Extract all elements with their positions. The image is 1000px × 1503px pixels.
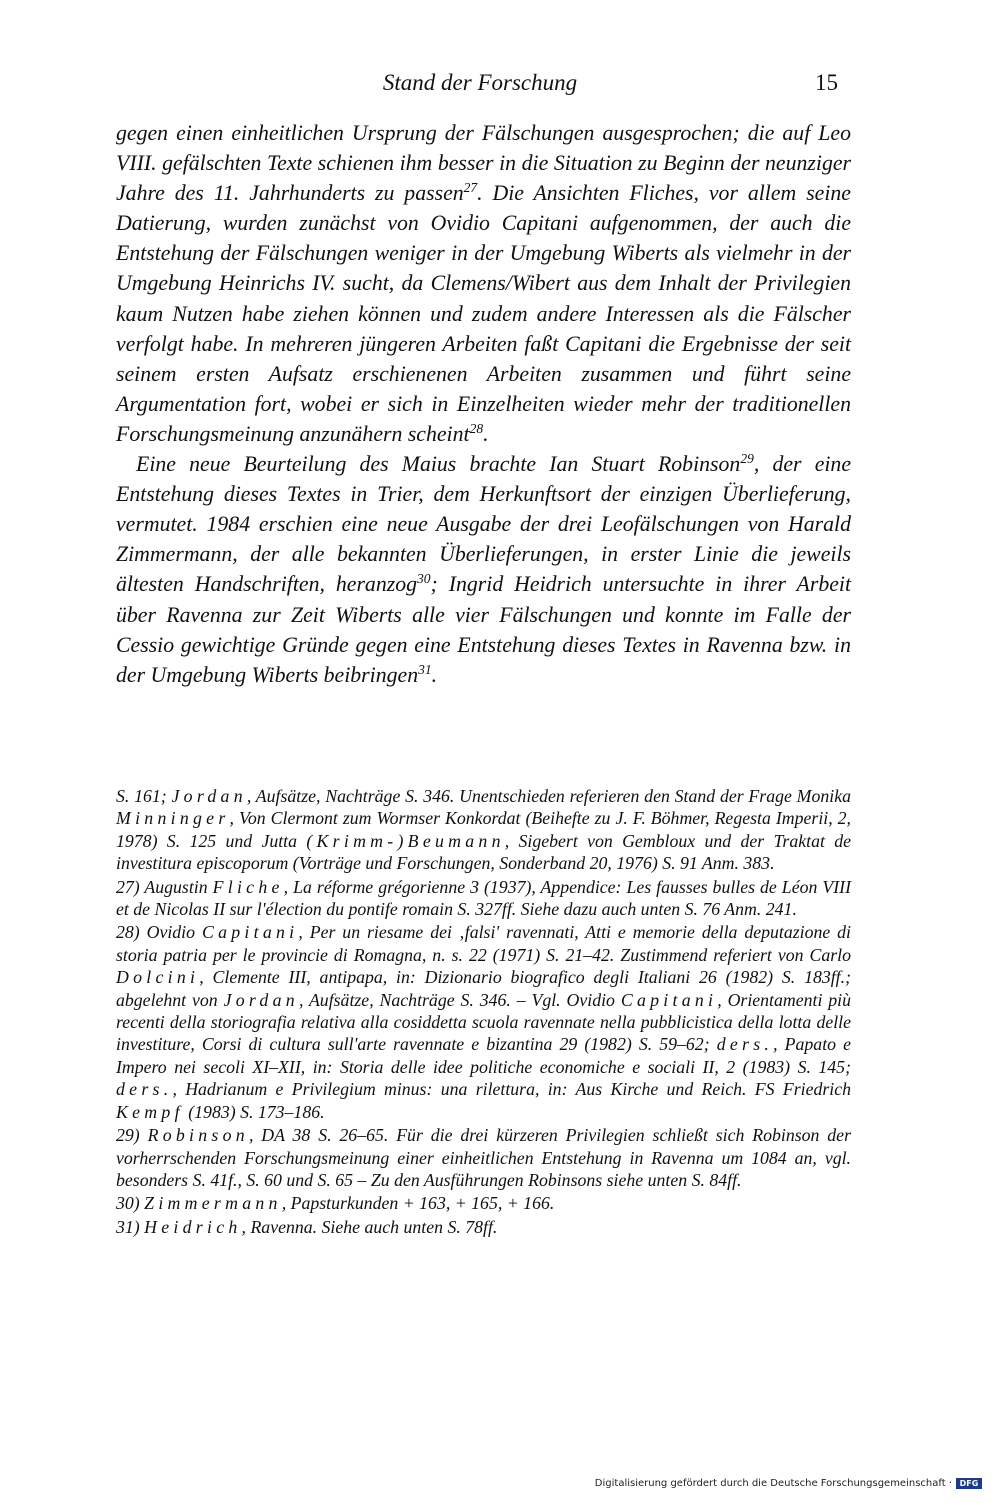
footnote-29: 29) Robinson, DA 38 S. 26–65. Für die drei kürzeren Privilegien schließt sich Robinson der vorherrschenden Forschungsmeinung einer einheitlichen Entstehung in Ravenna um 1084 an, vgl. besonders S. 41f., S. 60 und S. 65 – Zu den Ausführungen Robinsons siehe unten S. 84ff.: [116, 1125, 851, 1190]
digitization-footer: [595, 1478, 982, 1489]
paragraph-1: gegen einen einheitlichen Ursprung der Fälschungen ausgesprochen; die auf Leo VIII. gefälschten Texte schienen ihm besser in die Situation zu Beginn der neunziger Jahre des 11. Jahrhunderts zu passen$^{27}$. Die Ansichten Fliches, vor allem seine Datierung, wurden zunächst von Ovidio Capitani aufgenommen, der auch die Entstehung der Fälschungen weniger in der Umgebung Wiberts als vielmehr in der Umgebung Heinrichs IV. sucht, da Clemens/Wibert aus dem Inhalt der Privilegien kaum Nutzen habe ziehen können und zudem andere Interessen als die Fälscher verfolgt habe. In mehreren jüngeren Arbeiten faßt Capitani die Ergebnisse der seit seinem ersten Aufsatz erschienenen Arbeiten zusammen und führt seine Argumentation fort, wobei er sich in Einzelheiten wieder mehr der traditionellen Forschungsmeinung anzunähern scheint$^{28}$.: [116, 121, 851, 446]
footer-text: Digitalisierung gefördert durch die Deutsche Forschungsgemeinschaft ·: [594, 1478, 952, 1489]
footnote-ref-31[interactable]: 31: [418, 661, 432, 677]
author-name: Capitani: [201, 922, 299, 943]
author-name: Zimmermann: [144, 1193, 282, 1214]
page-number: 15: [815, 70, 838, 95]
footnote-31: 31) Heidrich, Ravenna. Siehe auch unten S. 78ff.: [116, 1216, 498, 1237]
author-name: Robinson: [147, 1125, 249, 1146]
footnote-ref-29[interactable]: 29: [740, 450, 754, 466]
footnote-30: 30) Zimmermann, Papsturkunden + 163, + 165, + 166.: [116, 1193, 555, 1214]
author-name: ders.: [716, 1034, 774, 1055]
running-title: Stand der Forschung: [382, 70, 578, 95]
author-name: Kempf: [116, 1101, 184, 1122]
author-name: Jordan: [223, 989, 299, 1010]
author-name: Dolcini: [116, 967, 200, 988]
author-name: Heidrich: [144, 1216, 242, 1237]
author-name: Jordan: [171, 786, 247, 806]
footnote-ref-30[interactable]: 30: [417, 571, 431, 587]
main-text: [116, 118, 851, 690]
author-name: ders.: [116, 1079, 173, 1100]
author-name: Minninger: [116, 808, 230, 829]
footnote-ref-28[interactable]: 28: [469, 420, 484, 436]
footnote-ref-27[interactable]: 27: [463, 180, 478, 196]
author-name: Capitani: [620, 989, 718, 1010]
author-name: Fliche: [212, 876, 284, 897]
footnote-continuation: S. 161; Jordan, Aufsätze, Nachträge S. 346. Unentschieden referieren den Stand der Frage Monika Minninger, Von Clermont zum Wormser Konkordat (Beihefte zu J. F. Böhmer, Regesta Imperii, 2, 1978) S. 125 und Jutta (Krimm-)Beumann, Sigebert von Gembloux und der Traktat de investitura episcoporum (Vorträge und Forschungen, Sonderband 20, 1976) S. 91 Anm. 383.: [116, 786, 852, 874]
author-name: (Krimm-)Beumann: [306, 830, 505, 851]
footnote-27: 27) Augustin Fliche, La réforme grégorienne 3 (1937), Appendice: Les fausses bulles de Léon VIII et de Nicolas II sur l'élection du pontife romain S. 327ff. Siehe dazu auch unten S. 76 Anm. 241.: [116, 876, 851, 920]
footnote-28: 28) Ovidio Capitani, Per un riesame dei ‚falsi' ravennati, Atti e memorie della deputazione di storia patria per le provincie di Romagna, n. s. 22 (1971) S. 21–42. Zustimmend referiert von Carlo Dolcini, Clemente III, antipapa, in: Dizionario biografico degli Italiani 26 (1982) S. 183ff.; abgelehnt von Jordan, Aufsätze, Nachträge S. 346. – Vgl. Ovidio Capitani, Orientamenti più recenti della storiografia relativa alla cosiddetta scuola ravennate nella pubblicistica della lotta delle investiture, Corsi di cultura sull'arte ravennate e bizantina 29 (1982) S. 59–62; ders., Papato e Impero nei secoli XI–XII, in: Storia delle idee politiche economiche e sociali II, 2 (1983) S. 145; ders., Hadrianum e Privilegium minus: una rilettura, in: Aus Kirche und Reich. FS Friedrich Kempf (1983) S. 173–186.: [116, 922, 851, 1122]
footnotes: [116, 785, 851, 1239]
paragraph-2: Eine neue Beurteilung des Maius brachte Ian Stuart Robinson$^{29}$, der eine Entstehung dieses Textes in Trier, dem Herkunftsort der einzigen Überlieferung, vermutet. 1984 erschien eine neue Ausgabe der drei Leofälschungen von Harald Zimmermann, der alle bekannten Überlieferungen, in erster Linie die jeweils ältesten Handschriften, heranzog$^{30}$; Ingrid Heidrich untersuchte in ihrer Arbeit über Ravenna zur Zeit Wiberts alle vier Fälschungen und konnte im Falle der Cessio gewichtige Gründe gegen eine Entstehung dieses Textes in Ravenna bzw. in der Umgebung Wiberts beibringen$^{31}$.: [116, 450, 851, 687]
dfg-logo-icon: DFG: [956, 1478, 982, 1489]
